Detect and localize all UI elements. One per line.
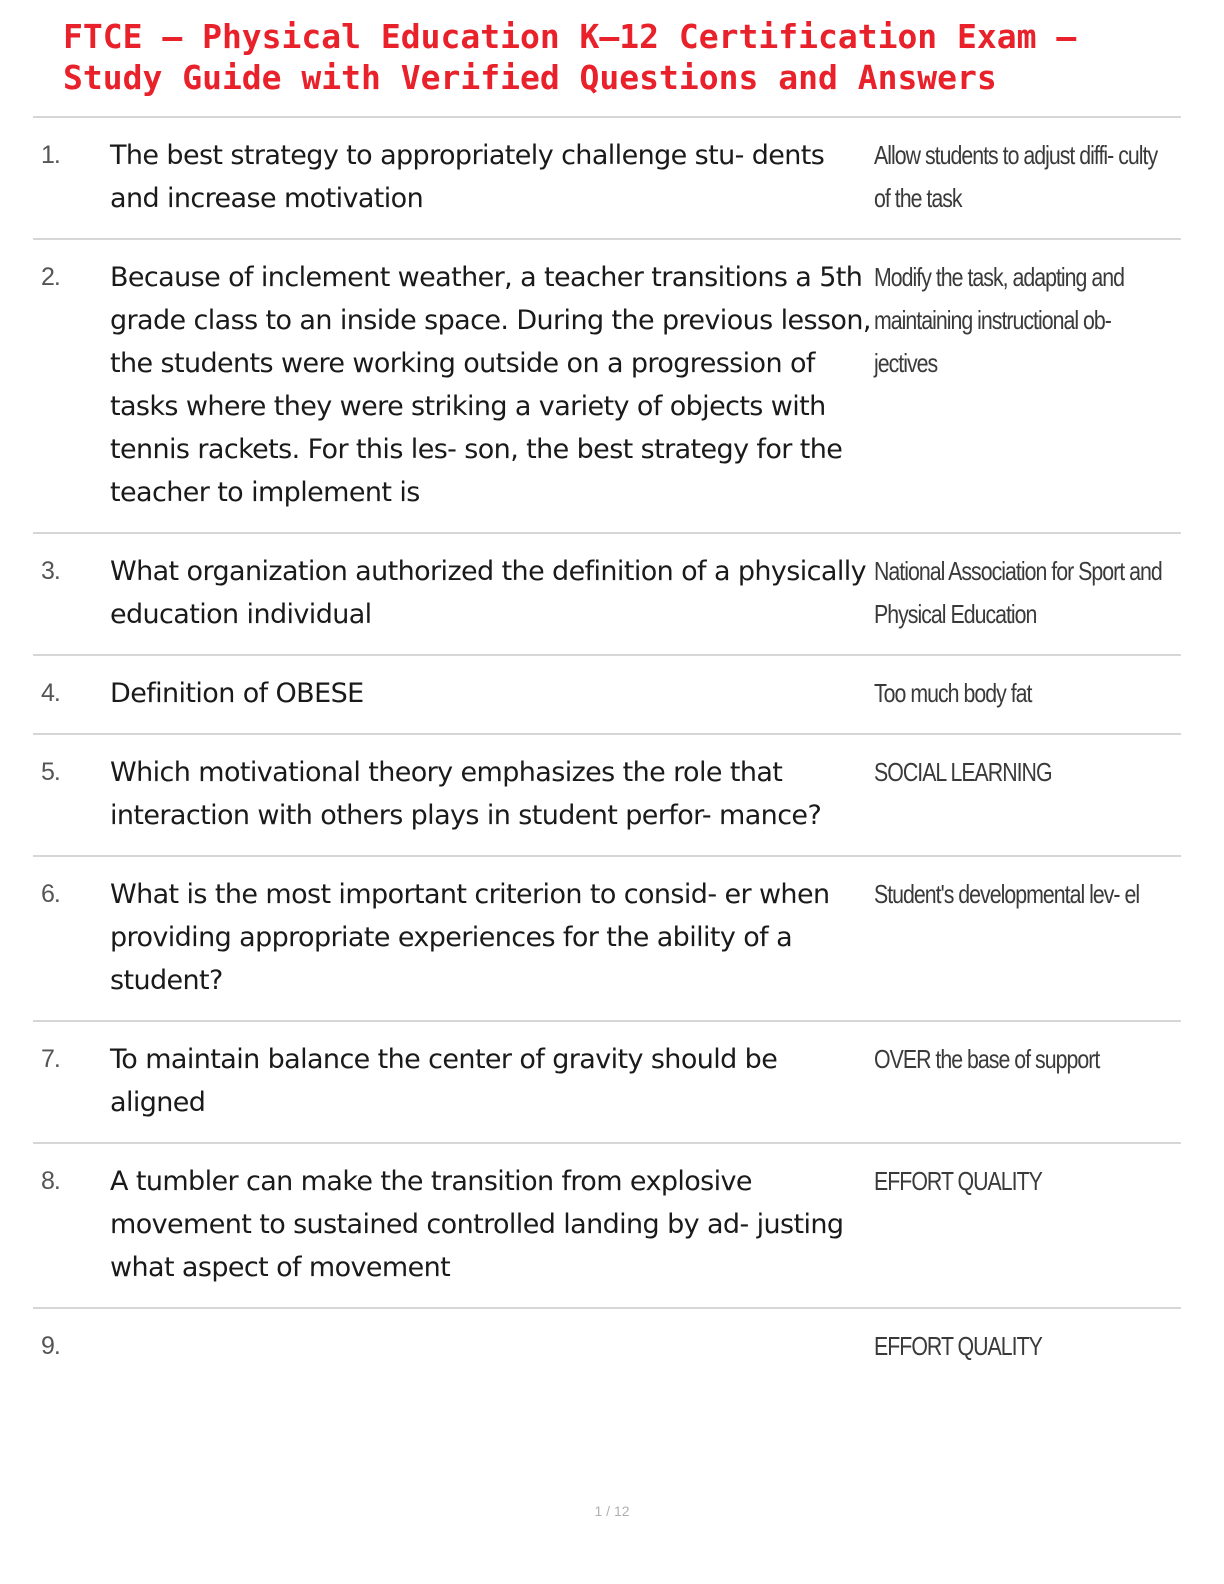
answer-text: EFFORT QUALITY (874, 1331, 1042, 1361)
answer-cell (874, 1038, 1161, 1081)
answer-cell (874, 672, 1161, 715)
question-text: To maintain balance the center of gravity should be aligned (110, 1044, 778, 1118)
question-text: Because of inclement weather, a teacher transitions a 5th grade class to an inside space. During the previous lesson, the students were working outside on a progression of tasks where they were striking a variety of objects with tennis rackets. For this les- son, the best strategy for the teacher to implement is (110, 262, 871, 508)
answer-cell (874, 1160, 1161, 1203)
qa-row-9 (33, 1309, 1181, 1386)
item-number: 9. (41, 1332, 60, 1360)
qa-row-6 (33, 857, 1181, 1022)
item-number: 5. (41, 758, 60, 786)
item-number: 6. (41, 880, 60, 908)
answer-text: Allow students to adjust diffi- culty of the task (874, 140, 1158, 213)
qa-table (33, 116, 1181, 1386)
item-number: 8. (41, 1167, 60, 1195)
question-text: A tumbler can make the transition from explosive movement to sustained controlled landing by ad- justing what aspect of movement (110, 1166, 844, 1283)
qa-row-2 (33, 240, 1181, 534)
qa-row-4 (33, 656, 1181, 735)
item-number: 7. (41, 1045, 60, 1073)
item-number: 2. (41, 263, 60, 291)
question-text: What is the most important criterion to consid- er when providing appropriate experiences for the ability of a student? (110, 879, 830, 996)
answer-text: SOCIAL LEARNING (874, 757, 1052, 787)
answer-text: EFFORT QUALITY (874, 1166, 1042, 1196)
qa-row-1 (33, 118, 1181, 240)
qa-row-3 (33, 534, 1181, 656)
qa-row-8 (33, 1144, 1181, 1309)
answer-cell (874, 550, 1161, 636)
document-title (63, 16, 1183, 98)
item-number: 4. (41, 679, 60, 707)
qa-row-5 (33, 735, 1181, 857)
answer-text: National Association for Sport and Physical Education (874, 556, 1162, 629)
question-text: What organization authorized the definition of a physically education individual (110, 556, 867, 630)
question-text: The best strategy to appropriately challenge stu- dents and increase motivation (110, 140, 825, 214)
answer-cell (874, 1325, 1161, 1368)
qa-row-7 (33, 1022, 1181, 1144)
page-indicator: 1 / 12 (594, 1503, 630, 1519)
answer-text: Student's developmental lev- el (874, 879, 1140, 909)
document-title-line-2: Study Guide with Verified Questions and Answers (63, 58, 997, 97)
answer-cell (874, 134, 1161, 220)
item-number: 3. (41, 557, 60, 585)
answer-text: Modify the task, adapting and maintaining instructional ob- jectives (874, 262, 1124, 378)
answer-cell (874, 873, 1161, 916)
answer-text: OVER the base of support (874, 1044, 1100, 1074)
document-title-line-1: FTCE – Physical Education K–12 Certification Exam – (63, 17, 1077, 56)
answer-cell (874, 256, 1161, 385)
item-number: 1. (41, 141, 60, 169)
question-text: Which motivational theory emphasizes the role that interaction with others plays in student perfor- mance? (110, 757, 822, 831)
answer-cell (874, 751, 1161, 794)
answer-text: Too much body fat (874, 678, 1032, 708)
question-text: Definition of OBESE (110, 678, 364, 709)
